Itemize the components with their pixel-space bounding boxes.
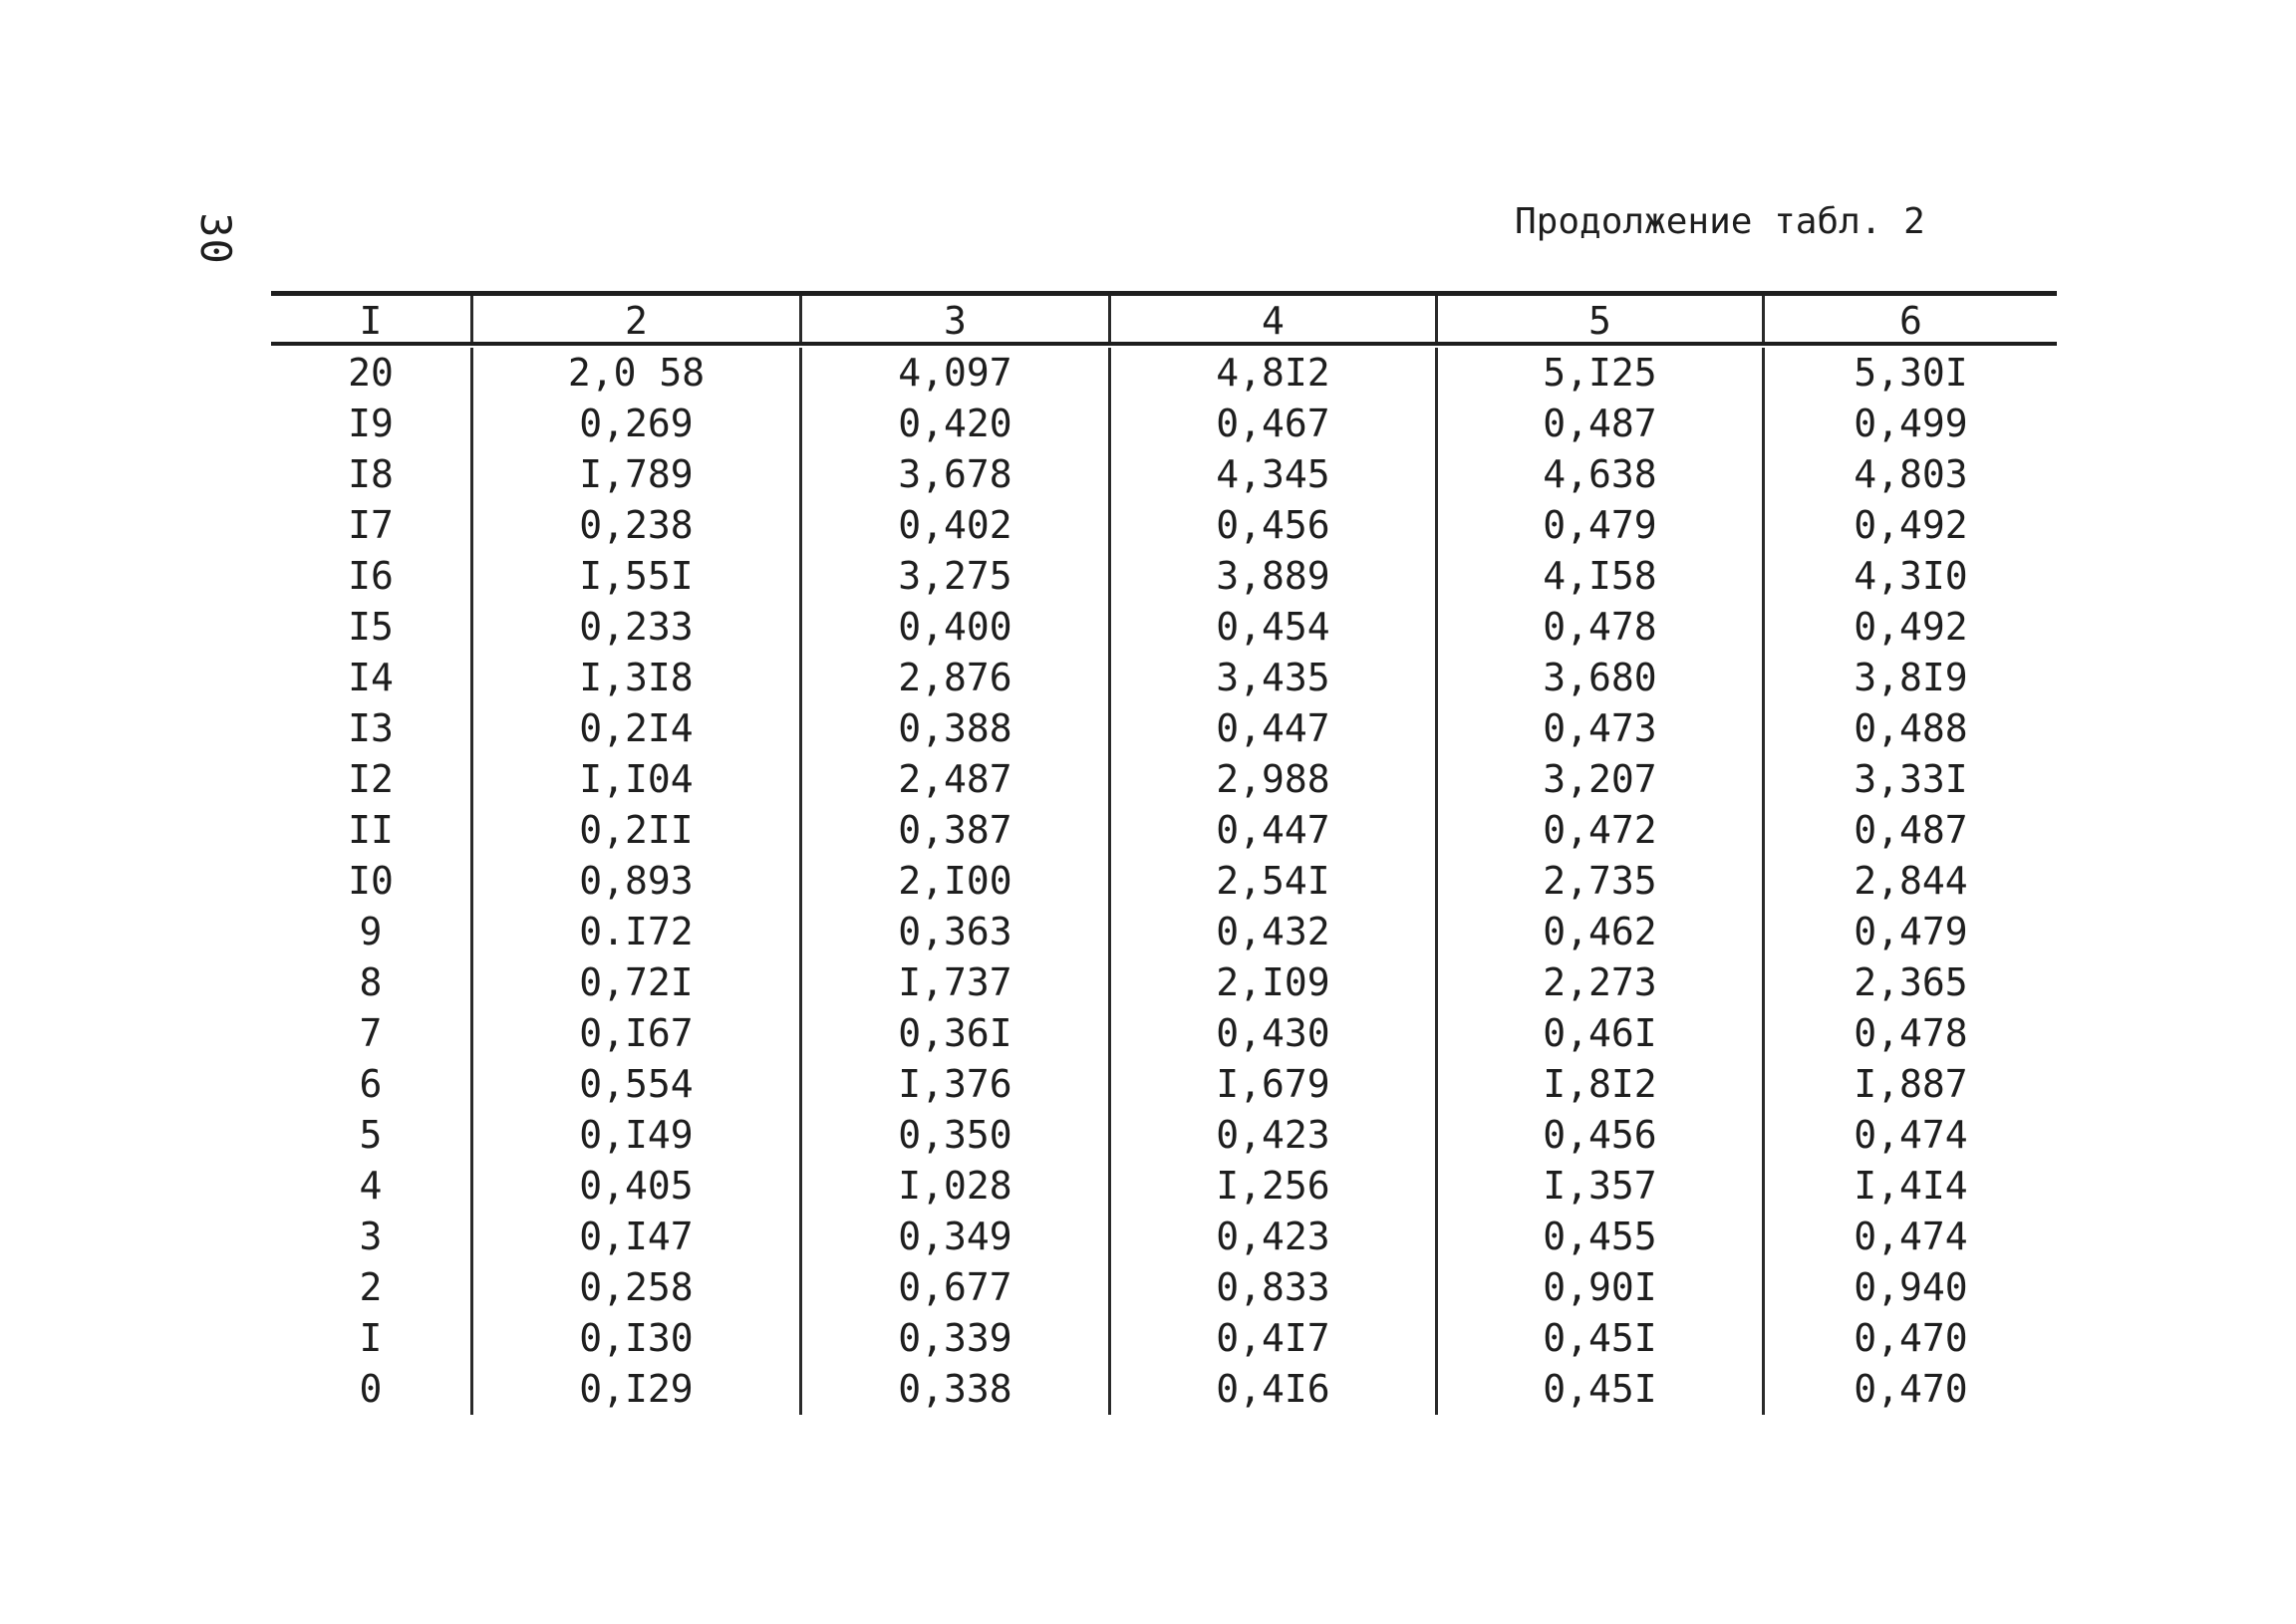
- table-cell: 0,I67: [470, 1008, 799, 1059]
- table-cell: 0,474: [1762, 1110, 2057, 1161]
- table-cell: 4,097: [799, 348, 1108, 399]
- row-index-cell: 2: [359, 1265, 383, 1309]
- table-cell: 0,45I: [1435, 1313, 1762, 1364]
- table-cell: 0,I29: [470, 1364, 799, 1415]
- table-cell: 4,I58: [1435, 551, 1762, 602]
- table-cell: I,8I2: [1435, 1059, 1762, 1110]
- table-cell: I,789: [470, 449, 799, 500]
- row-index-cell: 4: [359, 1164, 383, 1208]
- table-cell: 0,492: [1762, 602, 2057, 653]
- row-index-cell: I4: [348, 656, 394, 699]
- table-cell: I,I04: [470, 754, 799, 805]
- table-row: [271, 805, 2057, 856]
- table-cell: 0.I72: [470, 907, 799, 957]
- table-row: [271, 754, 2057, 805]
- table-row: [271, 551, 2057, 602]
- table-cell: 2,I09: [1108, 957, 1435, 1008]
- table-row: [271, 653, 2057, 703]
- row-index-cell: I2: [348, 757, 394, 801]
- row-index-cell: 0: [359, 1367, 383, 1411]
- table-cell: 0,45I: [1435, 1364, 1762, 1415]
- table-row: [271, 856, 2057, 907]
- table-row: [271, 1212, 2057, 1262]
- table-cell: 0,423: [1108, 1212, 1435, 1262]
- page-number: 30: [190, 212, 240, 265]
- table-cell: 0,72I: [470, 957, 799, 1008]
- table-cell: 4,8I2: [1108, 348, 1435, 399]
- table-cell: 0,46I: [1435, 1008, 1762, 1059]
- column-header: 2: [470, 296, 799, 342]
- table-cell: 0,467: [1108, 399, 1435, 449]
- table-row: [271, 1313, 2057, 1364]
- row-index-cell: I7: [348, 503, 394, 547]
- row-index-cell: 3: [359, 1215, 383, 1258]
- table-cell: 0,I47: [470, 1212, 799, 1262]
- table-cell: 0,4I7: [1108, 1313, 1435, 1364]
- table-cell: 0,893: [470, 856, 799, 907]
- table-cell: 3,275: [799, 551, 1108, 602]
- table-cell: 4,638: [1435, 449, 1762, 500]
- column-header: I: [359, 299, 383, 343]
- table-cell: 0,338: [799, 1364, 1108, 1415]
- table-cell: 0,492: [1762, 500, 2057, 551]
- table-cell: 0,488: [1762, 703, 2057, 754]
- table-row: [271, 1161, 2057, 1212]
- table-cell: 0,387: [799, 805, 1108, 856]
- table-cell: 0,833: [1108, 1262, 1435, 1313]
- table-row: [271, 399, 2057, 449]
- table-cell: 0,454: [1108, 602, 1435, 653]
- table-cell: 5,30I: [1762, 348, 2057, 399]
- table-cell: 0,470: [1762, 1364, 2057, 1415]
- table-cell: 0,2II: [470, 805, 799, 856]
- table-cell: 0,487: [1435, 399, 1762, 449]
- table-cell: 0,233: [470, 602, 799, 653]
- table-cell: 0,432: [1108, 907, 1435, 957]
- table-cell: 0,350: [799, 1110, 1108, 1161]
- column-header: 4: [1108, 296, 1435, 342]
- table-row: [271, 957, 2057, 1008]
- table-cell: 0,90I: [1435, 1262, 1762, 1313]
- row-index-cell: 9: [359, 910, 383, 953]
- table-cell: 3,8I9: [1762, 653, 2057, 703]
- table-cell: 0,402: [799, 500, 1108, 551]
- table-cell: 0,499: [1762, 399, 2057, 449]
- table-row: [271, 602, 2057, 653]
- table-cell: 2,54I: [1108, 856, 1435, 907]
- table-cell: 3,33I: [1762, 754, 2057, 805]
- column-header: 3: [799, 296, 1108, 342]
- column-header: 6: [1762, 296, 2057, 342]
- table-cell: I,3I8: [470, 653, 799, 703]
- table-cell: 0,479: [1762, 907, 2057, 957]
- table-cell: 0,677: [799, 1262, 1108, 1313]
- row-index-cell: 6: [359, 1062, 383, 1106]
- table-cell: 0,474: [1762, 1212, 2057, 1262]
- table-cell: 0,258: [470, 1262, 799, 1313]
- row-index-cell: I6: [348, 554, 394, 598]
- table-cell: 0,447: [1108, 805, 1435, 856]
- table-cell: 0,36I: [799, 1008, 1108, 1059]
- table-cell: 2,876: [799, 653, 1108, 703]
- table-cell: 2,735: [1435, 856, 1762, 907]
- data-table: [271, 291, 2057, 1415]
- table-cell: 0,I49: [470, 1110, 799, 1161]
- table-cell: 0,423: [1108, 1110, 1435, 1161]
- table-row: [271, 1364, 2057, 1415]
- table-cell: 0,456: [1435, 1110, 1762, 1161]
- table-cell: 4,345: [1108, 449, 1435, 500]
- table-cell: 0,269: [470, 399, 799, 449]
- table-cell: I,357: [1435, 1161, 1762, 1212]
- table-cell: I,376: [799, 1059, 1108, 1110]
- row-index-cell: I: [359, 1316, 383, 1360]
- table-cell: 0,455: [1435, 1212, 1762, 1262]
- row-index-cell: 7: [359, 1011, 383, 1055]
- table-row: [271, 449, 2057, 500]
- table-cell: 0,479: [1435, 500, 1762, 551]
- table-cell: 0,238: [470, 500, 799, 551]
- table-row: [271, 703, 2057, 754]
- table-cell: 3,678: [799, 449, 1108, 500]
- table-cell: 0,940: [1762, 1262, 2057, 1313]
- table-caption: Продолжение табл. 2: [1515, 201, 1925, 242]
- table-cell: 3,435: [1108, 653, 1435, 703]
- table-cell: 0,388: [799, 703, 1108, 754]
- table-cell: 0,472: [1435, 805, 1762, 856]
- table-cell: 3,889: [1108, 551, 1435, 602]
- table-cell: 2,365: [1762, 957, 2057, 1008]
- table-row: [271, 348, 2057, 399]
- table-cell: 0,4I6: [1108, 1364, 1435, 1415]
- table-cell: 0,430: [1108, 1008, 1435, 1059]
- table-cell: 0,470: [1762, 1313, 2057, 1364]
- table-cell: 0,462: [1435, 907, 1762, 957]
- table-cell: 2,0 58: [470, 348, 799, 399]
- table-cell: 0,I30: [470, 1313, 799, 1364]
- table-cell: 2,273: [1435, 957, 1762, 1008]
- table-cell: I,737: [799, 957, 1108, 1008]
- row-index-cell: I9: [348, 402, 394, 445]
- table-cell: I,4I4: [1762, 1161, 2057, 1212]
- table-body: [271, 346, 2057, 1415]
- table-cell: 0,420: [799, 399, 1108, 449]
- table-cell: I,887: [1762, 1059, 2057, 1110]
- table-row: [271, 1008, 2057, 1059]
- row-index-cell: 20: [348, 351, 394, 395]
- table-cell: I,028: [799, 1161, 1108, 1212]
- table-cell: 3,680: [1435, 653, 1762, 703]
- row-index-cell: I3: [348, 706, 394, 750]
- table-cell: 0,2I4: [470, 703, 799, 754]
- table-row: [271, 1110, 2057, 1161]
- table-cell: 0,487: [1762, 805, 2057, 856]
- table-cell: 0,456: [1108, 500, 1435, 551]
- table-cell: 2,I00: [799, 856, 1108, 907]
- table-cell: 3,207: [1435, 754, 1762, 805]
- table-cell: I,679: [1108, 1059, 1435, 1110]
- table-row: [271, 907, 2057, 957]
- row-index-cell: 8: [359, 960, 383, 1004]
- table-cell: 4,3I0: [1762, 551, 2057, 602]
- table-cell: 0,478: [1762, 1008, 2057, 1059]
- table-cell: 0,349: [799, 1212, 1108, 1262]
- table-cell: 0,363: [799, 907, 1108, 957]
- table-cell: 0,447: [1108, 703, 1435, 754]
- column-header: 5: [1435, 296, 1762, 342]
- table-cell: 0,554: [470, 1059, 799, 1110]
- table-row: [271, 500, 2057, 551]
- row-index-cell: 5: [359, 1113, 383, 1157]
- table-cell: 5,I25: [1435, 348, 1762, 399]
- table-header-row: [271, 296, 2057, 342]
- row-index-cell: I5: [348, 605, 394, 649]
- table-cell: 2,988: [1108, 754, 1435, 805]
- table-cell: 0,400: [799, 602, 1108, 653]
- table-cell: 0,339: [799, 1313, 1108, 1364]
- row-index-cell: I0: [348, 859, 394, 903]
- table-row: [271, 1262, 2057, 1313]
- row-index-cell: II: [348, 808, 394, 852]
- table-cell: 4,803: [1762, 449, 2057, 500]
- row-index-cell: I8: [348, 452, 394, 496]
- table-row: [271, 1059, 2057, 1110]
- table-cell: I,256: [1108, 1161, 1435, 1212]
- table-cell: 0,478: [1435, 602, 1762, 653]
- table-cell: 0,473: [1435, 703, 1762, 754]
- table-cell: 2,487: [799, 754, 1108, 805]
- table-cell: 0,405: [470, 1161, 799, 1212]
- table-cell: 2,844: [1762, 856, 2057, 907]
- table-cell: I,55I: [470, 551, 799, 602]
